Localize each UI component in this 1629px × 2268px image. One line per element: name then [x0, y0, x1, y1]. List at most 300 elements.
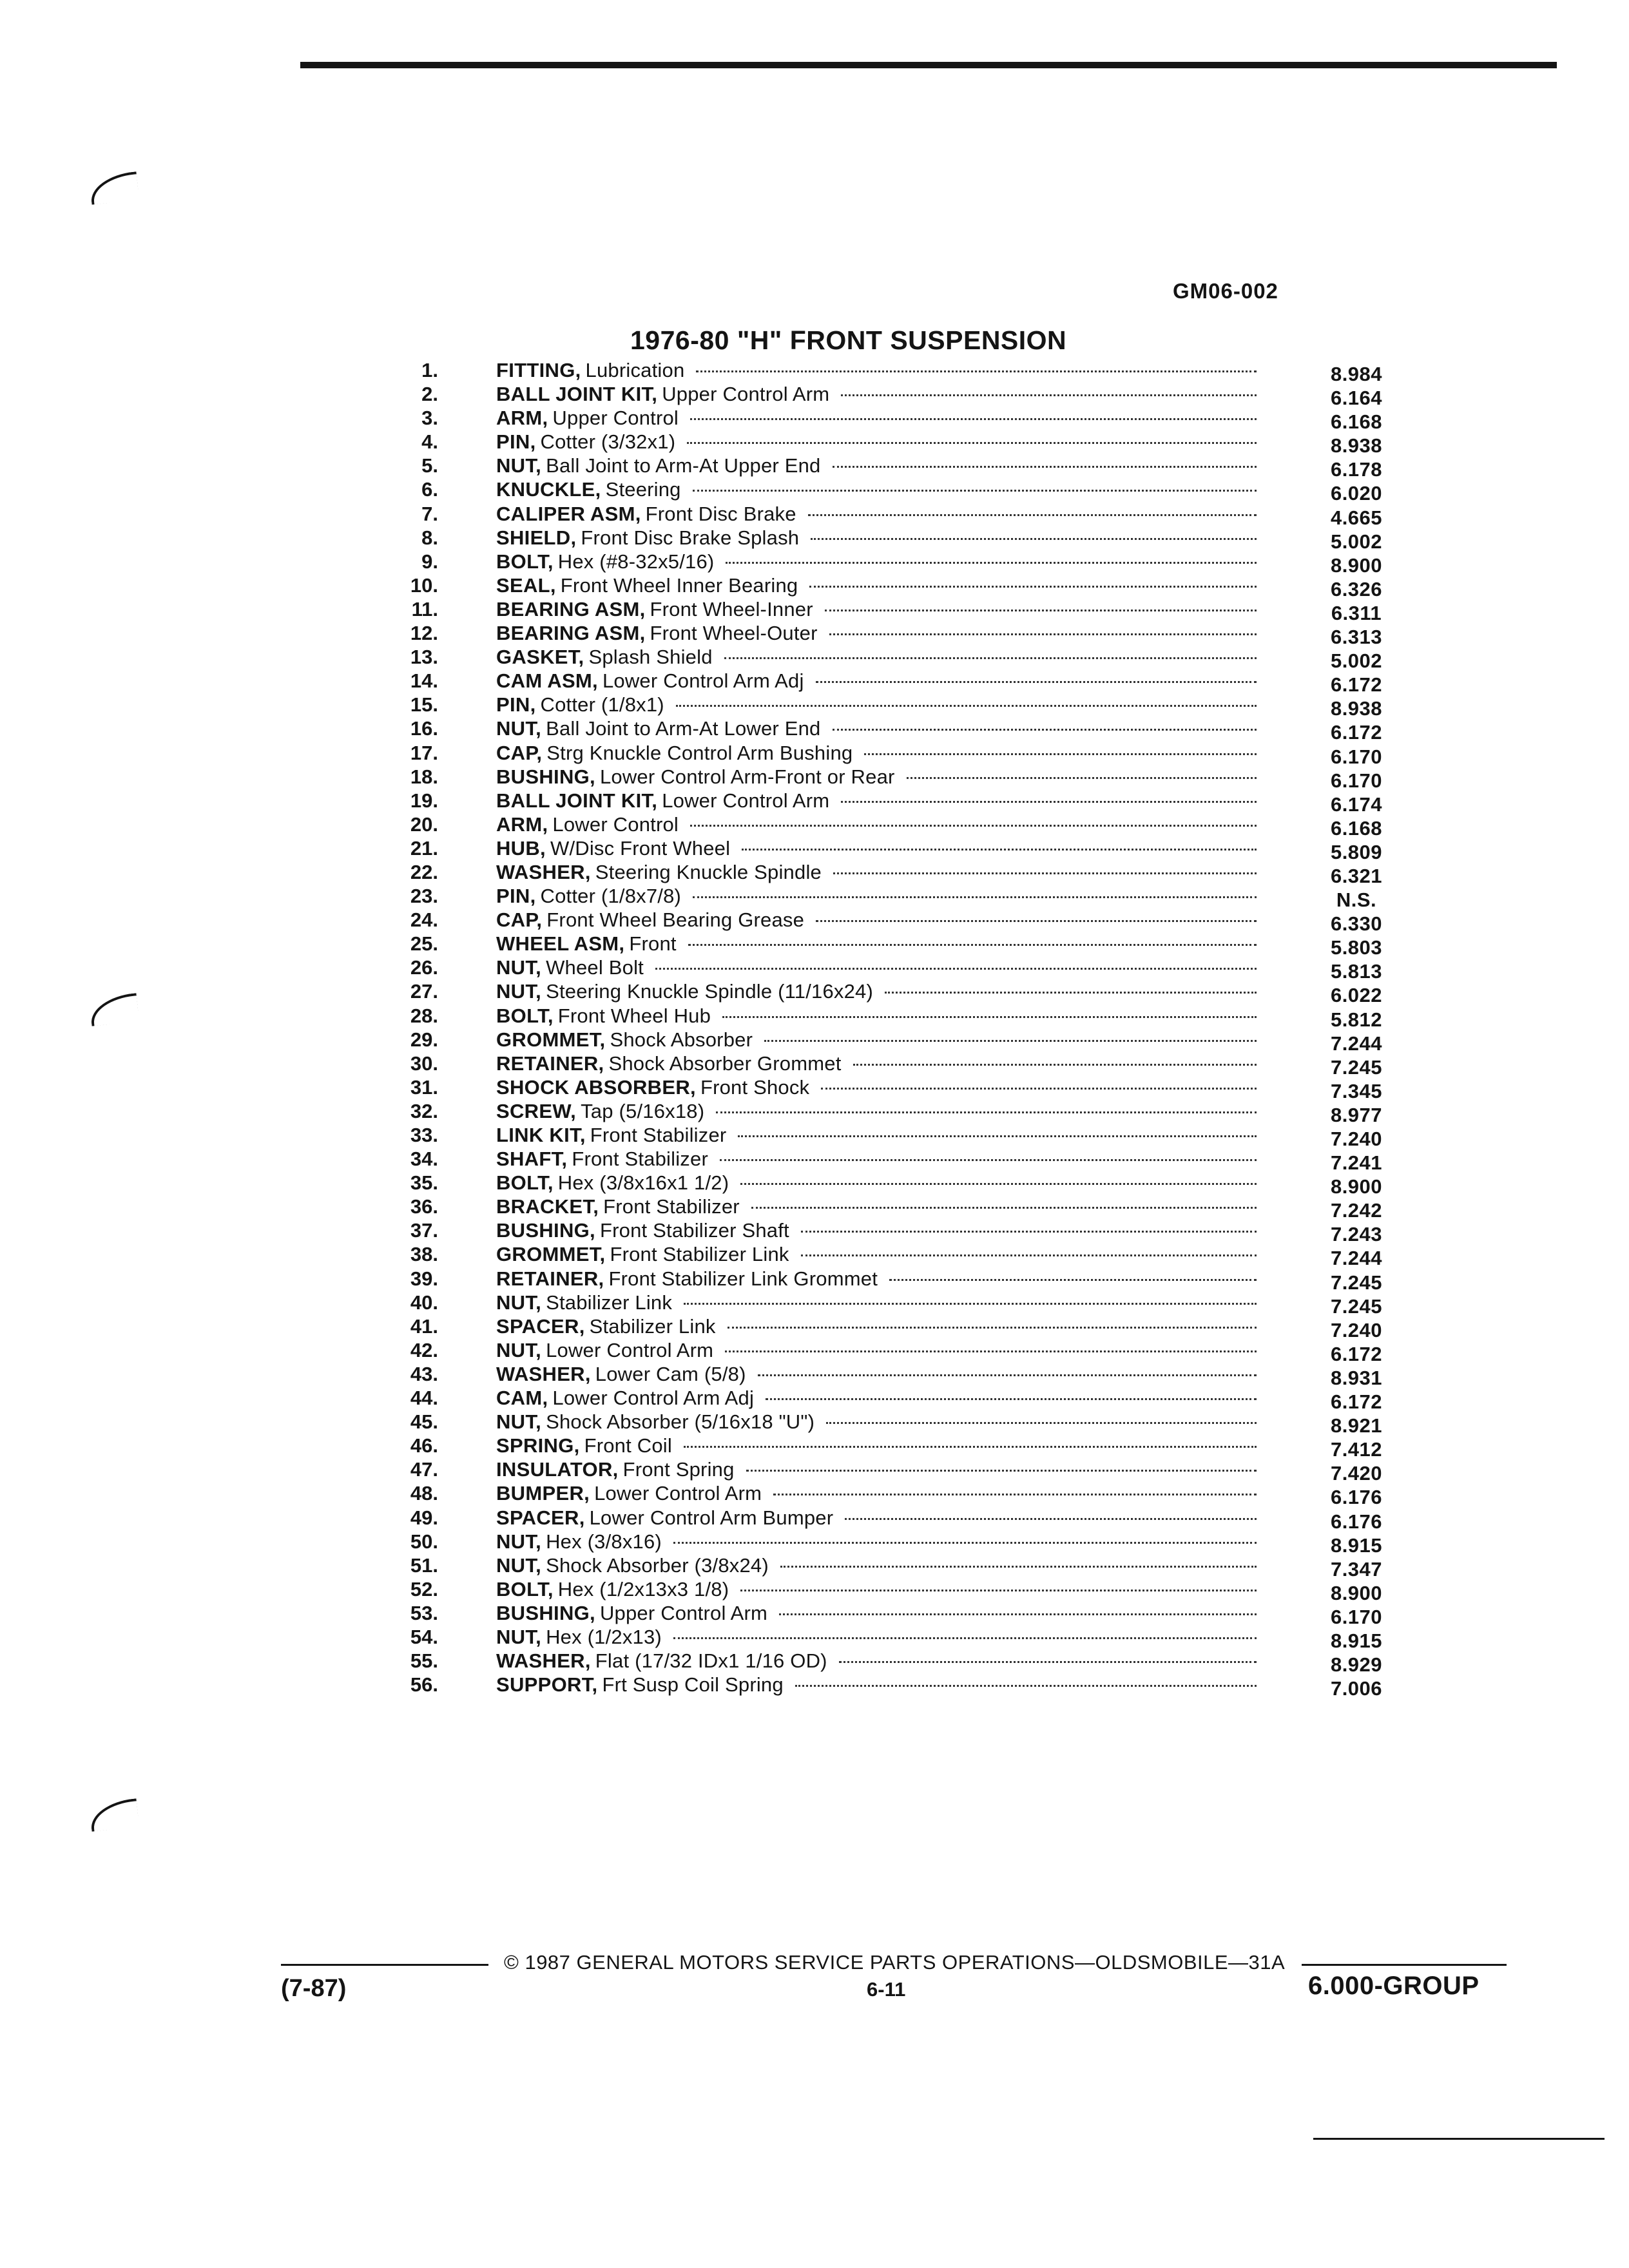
part-group-code: 8.921	[1330, 1414, 1383, 1437]
part-entry	[496, 693, 1257, 716]
part-group-code: 6.172	[1330, 1390, 1383, 1414]
part-name: NUT,	[496, 717, 542, 740]
dot-leader	[826, 1422, 1257, 1424]
part-entry	[496, 908, 1257, 932]
part-number: 44.	[410, 1387, 438, 1410]
part-group-code: 6.172	[1330, 721, 1383, 744]
part-description: Front Coil	[584, 1434, 672, 1457]
part-row	[348, 454, 1405, 481]
dot-leader	[740, 1590, 1257, 1591]
part-row	[348, 1410, 1405, 1437]
part-row	[348, 382, 1405, 410]
part-entry	[496, 1362, 1257, 1386]
part-number: 9.	[421, 550, 438, 573]
part-number: 14.	[410, 669, 438, 693]
part-number: 49.	[410, 1506, 438, 1529]
part-description: Front Wheel Inner Bearing	[560, 573, 798, 597]
part-entry	[496, 1195, 1257, 1218]
part-row	[348, 1457, 1405, 1485]
part-row	[348, 884, 1405, 912]
part-description: Lower Cam (5/8)	[595, 1362, 746, 1385]
part-number: 18.	[410, 765, 438, 788]
part-description: Hex (1/2x13x3 1/8)	[557, 1577, 729, 1600]
part-entry	[496, 716, 1257, 740]
part-description: Front Stabilizer	[572, 1148, 708, 1171]
part-row	[348, 1530, 1405, 1557]
part-name: PIN,	[496, 885, 536, 908]
part-number: 20.	[410, 812, 438, 836]
part-row	[348, 1004, 1405, 1031]
part-row	[348, 1218, 1405, 1246]
dot-leader	[833, 872, 1257, 874]
dot-leader	[742, 849, 1257, 850]
dot-leader	[688, 944, 1257, 946]
part-description: Strg Knuckle Control Arm Bushing	[546, 741, 853, 764]
part-description: Lubrication	[585, 359, 685, 381]
part-description: Front Disc Brake Splash	[581, 526, 800, 549]
part-number: 21.	[410, 836, 438, 860]
part-number: 38.	[410, 1243, 438, 1266]
part-name: BEARING ASM,	[496, 622, 646, 645]
part-row	[348, 1242, 1405, 1270]
footer-copyright: © 1987 GENERAL MOTORS SERVICE PARTS OPERATIONS—OLDSMOBILE—31A	[504, 1951, 1286, 1974]
part-group-code: 5.803	[1330, 936, 1383, 959]
part-number: 23.	[410, 885, 438, 908]
part-name: NUT,	[496, 980, 542, 1003]
part-name: CALIPER ASM,	[496, 502, 641, 525]
part-description: Cotter (1/8x1)	[540, 693, 664, 716]
part-entry	[496, 1625, 1257, 1649]
dot-leader	[738, 1135, 1257, 1137]
part-description: Wheel Bolt	[546, 956, 644, 979]
dot-leader	[816, 920, 1257, 922]
part-row	[348, 1625, 1405, 1652]
part-name: WHEEL ASM,	[496, 932, 625, 956]
part-group-code: 7.244	[1330, 1032, 1383, 1055]
part-row	[348, 908, 1405, 936]
part-row	[348, 1553, 1405, 1581]
dot-leader	[764, 1040, 1257, 1042]
part-number: 26.	[410, 956, 438, 979]
part-group-code: 8.915	[1330, 1629, 1383, 1652]
part-entry	[496, 1601, 1257, 1625]
part-group-code: 8.900	[1330, 553, 1383, 577]
part-entry	[496, 477, 1257, 501]
part-entry	[496, 932, 1257, 956]
part-group-code: 6.170	[1330, 769, 1383, 792]
part-entry	[496, 1171, 1257, 1195]
part-entry	[496, 1673, 1257, 1696]
dot-leader	[864, 753, 1257, 755]
part-group-code: 6.176	[1330, 1486, 1383, 1509]
part-description: Front Wheel Hub	[557, 1004, 711, 1027]
part-description: Front Shock	[700, 1075, 810, 1099]
part-description: Hex (#8-32x5/16)	[557, 550, 715, 573]
part-row	[348, 789, 1405, 816]
part-name: SPACER,	[496, 1506, 585, 1529]
part-group-code: 5.002	[1330, 649, 1383, 673]
part-row	[348, 1506, 1405, 1533]
part-entry	[496, 1530, 1257, 1553]
part-group-code: 7.412	[1330, 1438, 1383, 1461]
part-name: WASHER,	[496, 1649, 591, 1673]
part-number: 3.	[421, 407, 438, 430]
part-description: Front Disc Brake	[645, 502, 796, 525]
part-number: 42.	[410, 1338, 438, 1361]
dot-leader	[841, 394, 1257, 396]
part-group-code: 5.812	[1330, 1008, 1383, 1031]
part-entry	[496, 979, 1257, 1003]
part-group-code: 6.172	[1330, 673, 1383, 697]
part-entry	[496, 1218, 1257, 1242]
part-group-code: 6.174	[1330, 793, 1383, 816]
part-group-code: 8.900	[1330, 1581, 1383, 1604]
part-row	[348, 550, 1405, 577]
part-description: Ball Joint to Arm-At Upper End	[546, 454, 821, 477]
dot-leader	[821, 1088, 1257, 1090]
part-entry	[496, 1267, 1257, 1291]
part-group-code: 7.245	[1330, 1294, 1383, 1318]
part-number: 41.	[410, 1314, 438, 1338]
top-rule	[300, 62, 1557, 68]
dot-leader	[816, 681, 1257, 683]
part-name: CAM,	[496, 1387, 548, 1410]
part-entry	[496, 526, 1257, 550]
part-entry	[496, 1457, 1257, 1481]
dot-leader	[758, 1374, 1257, 1376]
part-description: Cotter (1/8x7/8)	[540, 885, 682, 908]
part-number: 22.	[410, 860, 438, 883]
part-description: Front Stabilizer Link Grommet	[608, 1267, 878, 1290]
part-entry	[496, 502, 1257, 526]
part-description: Front Wheel-Outer	[650, 622, 818, 645]
part-number: 50.	[410, 1530, 438, 1553]
part-number: 28.	[410, 1004, 438, 1027]
part-group-code: 8.900	[1330, 1175, 1383, 1198]
dot-leader	[690, 825, 1257, 827]
part-entry	[496, 1577, 1257, 1601]
part-number: 7.	[421, 502, 438, 525]
part-entry	[496, 1434, 1257, 1457]
part-row	[348, 430, 1405, 457]
part-entry	[496, 358, 1257, 382]
part-name: BOLT,	[496, 550, 554, 573]
part-name: BUSHING,	[496, 765, 595, 788]
part-entry	[496, 1649, 1257, 1673]
part-number: 40.	[410, 1291, 438, 1314]
part-group-code: 7.420	[1330, 1462, 1383, 1485]
part-description: Ball Joint to Arm-At Lower End	[546, 717, 821, 740]
part-number: 25.	[410, 932, 438, 956]
part-group-code: 6.168	[1330, 410, 1383, 434]
part-group-code: 7.241	[1330, 1151, 1383, 1175]
part-number: 54.	[410, 1625, 438, 1648]
dot-leader	[684, 1446, 1257, 1448]
part-row	[348, 741, 1405, 768]
margin-mark	[89, 171, 139, 204]
part-row	[348, 1099, 1405, 1126]
part-name: BOLT,	[496, 1577, 554, 1600]
part-entry	[496, 430, 1257, 454]
part-name: NUT,	[496, 1625, 542, 1648]
part-row	[348, 406, 1405, 434]
part-entry	[496, 597, 1257, 621]
dot-leader	[673, 1637, 1257, 1639]
part-entry	[496, 836, 1257, 860]
part-name: GROMMET,	[496, 1028, 606, 1051]
part-entry	[496, 454, 1257, 477]
dot-leader	[690, 418, 1257, 420]
part-name: LINK KIT,	[496, 1124, 586, 1146]
part-row	[348, 812, 1405, 840]
footer-date: (7-87)	[281, 1975, 347, 2002]
part-number: 35.	[410, 1171, 438, 1195]
part-entry	[496, 1147, 1257, 1171]
part-group-code: 7.245	[1330, 1271, 1383, 1294]
part-name: GASKET,	[496, 646, 584, 669]
part-description: Stabilizer Link	[546, 1291, 673, 1314]
part-entry	[496, 1410, 1257, 1434]
dot-leader	[795, 1685, 1257, 1687]
part-group-code: 6.170	[1330, 745, 1383, 768]
part-number: 24.	[410, 908, 438, 932]
footer-rule-left	[281, 1964, 488, 1966]
part-group-code: 8.938	[1330, 697, 1383, 720]
part-number: 33.	[410, 1124, 438, 1146]
part-description: Steering	[605, 478, 681, 501]
part-group-code: 6.321	[1330, 864, 1383, 887]
part-number: 29.	[410, 1028, 438, 1051]
dot-leader	[724, 657, 1257, 659]
part-row	[348, 669, 1405, 697]
part-name: WASHER,	[496, 860, 591, 883]
dot-leader	[829, 633, 1257, 635]
part-number: 53.	[410, 1601, 438, 1624]
part-row	[348, 573, 1405, 601]
dot-leader	[801, 1254, 1257, 1256]
part-row	[348, 860, 1405, 887]
part-description: Front Spring	[622, 1458, 735, 1481]
part-group-code: 8.984	[1330, 363, 1383, 385]
dot-leader	[780, 1566, 1257, 1568]
part-row	[348, 526, 1405, 553]
part-row	[348, 1052, 1405, 1079]
part-row	[348, 645, 1405, 673]
part-description: Stabilizer Link	[589, 1314, 716, 1338]
part-description: Cotter (3/32x1)	[540, 430, 676, 454]
part-number: 27.	[410, 980, 438, 1003]
part-name: HUB,	[496, 836, 546, 860]
part-group-code: 5.002	[1330, 530, 1383, 553]
dot-leader	[693, 896, 1257, 898]
part-number: 36.	[410, 1195, 438, 1218]
part-name: INSULATOR,	[496, 1458, 619, 1481]
part-row	[348, 1434, 1405, 1461]
part-name: KNUCKLE,	[496, 478, 601, 501]
part-entry	[496, 573, 1257, 597]
part-row	[348, 621, 1405, 649]
part-description: Lower Control Arm	[594, 1482, 762, 1505]
dot-leader	[696, 370, 1257, 372]
part-row	[348, 1314, 1405, 1341]
part-row	[348, 1195, 1405, 1222]
part-description: Lower Control	[552, 812, 679, 836]
part-number: 13.	[410, 646, 438, 669]
part-entry	[496, 812, 1257, 836]
part-group-code: 7.245	[1330, 1055, 1383, 1079]
part-description: Lower Control Arm Adj	[552, 1387, 755, 1410]
dot-leader	[839, 1661, 1257, 1663]
part-group-code: 8.915	[1330, 1533, 1383, 1557]
part-number: 2.	[421, 383, 438, 406]
part-entry	[496, 621, 1257, 645]
part-group-code: 5.813	[1330, 960, 1383, 983]
part-name: NUT,	[496, 1553, 542, 1577]
part-row	[348, 1267, 1405, 1294]
part-name: FITTING,	[496, 359, 581, 381]
part-group-code: 6.168	[1330, 816, 1383, 840]
part-row	[348, 1171, 1405, 1198]
part-entry	[496, 1291, 1257, 1314]
part-name: NUT,	[496, 1338, 542, 1361]
part-number: 19.	[410, 789, 438, 812]
part-number: 16.	[410, 717, 438, 740]
part-group-code: 7.240	[1330, 1128, 1383, 1150]
part-description: Hex (1/2x13)	[546, 1625, 662, 1648]
part-entry	[496, 884, 1257, 908]
part-number: 30.	[410, 1052, 438, 1075]
dot-leader	[773, 1494, 1257, 1495]
part-name: CAP,	[496, 741, 543, 764]
part-group-code: 4.665	[1330, 506, 1383, 529]
part-entry	[496, 550, 1257, 573]
part-number: 56.	[410, 1673, 438, 1696]
part-number: 4.	[421, 430, 438, 454]
part-description: Upper Control Arm	[599, 1601, 768, 1624]
part-description: Front Stabilizer	[603, 1195, 740, 1218]
part-number: 8.	[421, 526, 438, 549]
part-number: 37.	[410, 1219, 438, 1242]
part-name: ARM,	[496, 407, 548, 430]
part-name: BALL JOINT KIT,	[496, 383, 658, 406]
dot-leader	[766, 1398, 1257, 1400]
part-group-code: 7.345	[1330, 1079, 1383, 1102]
part-name: PIN,	[496, 430, 536, 454]
part-description: Splash Shield	[588, 646, 713, 669]
part-entry	[496, 860, 1257, 884]
dot-leader	[655, 968, 1257, 970]
part-entry	[496, 1386, 1257, 1410]
part-name: BALL JOINT KIT,	[496, 789, 658, 812]
dot-leader	[808, 514, 1257, 516]
part-row	[348, 1577, 1405, 1604]
part-number: 39.	[410, 1267, 438, 1290]
part-description: Frt Susp Coil Spring	[602, 1673, 784, 1696]
part-number: 43.	[410, 1362, 438, 1385]
part-number: 17.	[410, 741, 438, 764]
part-row	[348, 1673, 1405, 1700]
part-entry	[496, 1506, 1257, 1530]
part-group-code: 6.170	[1330, 1605, 1383, 1628]
part-name: CAM ASM,	[496, 669, 598, 693]
part-group-code: 6.022	[1330, 984, 1383, 1007]
part-name: SHIELD,	[496, 526, 577, 549]
part-description: Hex (3/8x16)	[546, 1530, 662, 1553]
page-number: 6-11	[867, 1978, 906, 2001]
part-entry	[496, 1004, 1257, 1028]
part-name: SHAFT,	[496, 1148, 568, 1171]
part-group-code: 6.330	[1330, 912, 1383, 936]
part-entry	[496, 789, 1257, 812]
part-group-code: N.S.	[1336, 889, 1377, 912]
part-row	[348, 1147, 1405, 1175]
dot-leader	[825, 610, 1257, 611]
part-entry	[496, 382, 1257, 406]
part-name: BOLT,	[496, 1004, 554, 1027]
part-description: W/Disc Front Wheel	[550, 836, 731, 860]
dot-leader	[809, 586, 1257, 588]
part-name: BRACKET,	[496, 1195, 599, 1218]
part-name: NUT,	[496, 1410, 542, 1434]
part-row	[348, 932, 1405, 959]
part-row	[348, 1362, 1405, 1389]
part-entry	[496, 1052, 1257, 1075]
part-name: NUT,	[496, 454, 542, 477]
part-entry	[496, 1123, 1257, 1147]
dot-leader	[716, 1111, 1257, 1113]
part-group-code: 6.172	[1330, 1342, 1383, 1365]
dot-leader	[746, 1470, 1257, 1472]
part-row	[348, 765, 1405, 792]
part-number: 46.	[410, 1434, 438, 1457]
part-name: BEARING ASM,	[496, 597, 646, 620]
dot-leader	[833, 466, 1257, 468]
dot-leader	[779, 1613, 1257, 1615]
dot-leader	[684, 1303, 1257, 1305]
part-entry	[496, 765, 1257, 789]
part-entry	[496, 956, 1257, 979]
part-entry	[496, 1028, 1257, 1052]
dot-leader	[676, 705, 1257, 707]
part-group-code: 6.176	[1330, 1510, 1383, 1533]
part-description: Shock Absorber (3/8x24)	[546, 1553, 769, 1577]
part-group-code: 8.931	[1330, 1366, 1383, 1389]
part-group-code: 7.243	[1330, 1223, 1383, 1246]
part-description: Front Stabilizer Shaft	[599, 1219, 789, 1242]
part-group-code: 6.313	[1330, 626, 1383, 649]
bottom-rule	[1313, 2138, 1605, 2140]
part-group-code: 8.938	[1330, 434, 1383, 457]
part-description: Shock Absorber Grommet	[608, 1052, 842, 1075]
dot-leader	[720, 1159, 1257, 1161]
dot-leader	[751, 1207, 1257, 1209]
dot-leader	[885, 992, 1257, 994]
dot-leader	[801, 1231, 1257, 1233]
part-name: SHOCK ABSORBER,	[496, 1075, 696, 1099]
part-description: Front Stabilizer Link	[610, 1243, 789, 1266]
part-row	[348, 1123, 1405, 1150]
part-row	[348, 1028, 1405, 1055]
part-row	[348, 1649, 1405, 1677]
part-description: Lower Control Arm	[662, 789, 830, 812]
part-description: Front Stabilizer	[590, 1124, 727, 1146]
part-number: 12.	[410, 622, 438, 645]
part-description: Lower Control Arm Bumper	[589, 1506, 834, 1529]
doc-code: GM06-002	[1173, 279, 1278, 303]
part-group-code: 6.020	[1330, 482, 1383, 505]
part-row	[348, 956, 1405, 983]
margin-mark	[89, 1798, 139, 1831]
